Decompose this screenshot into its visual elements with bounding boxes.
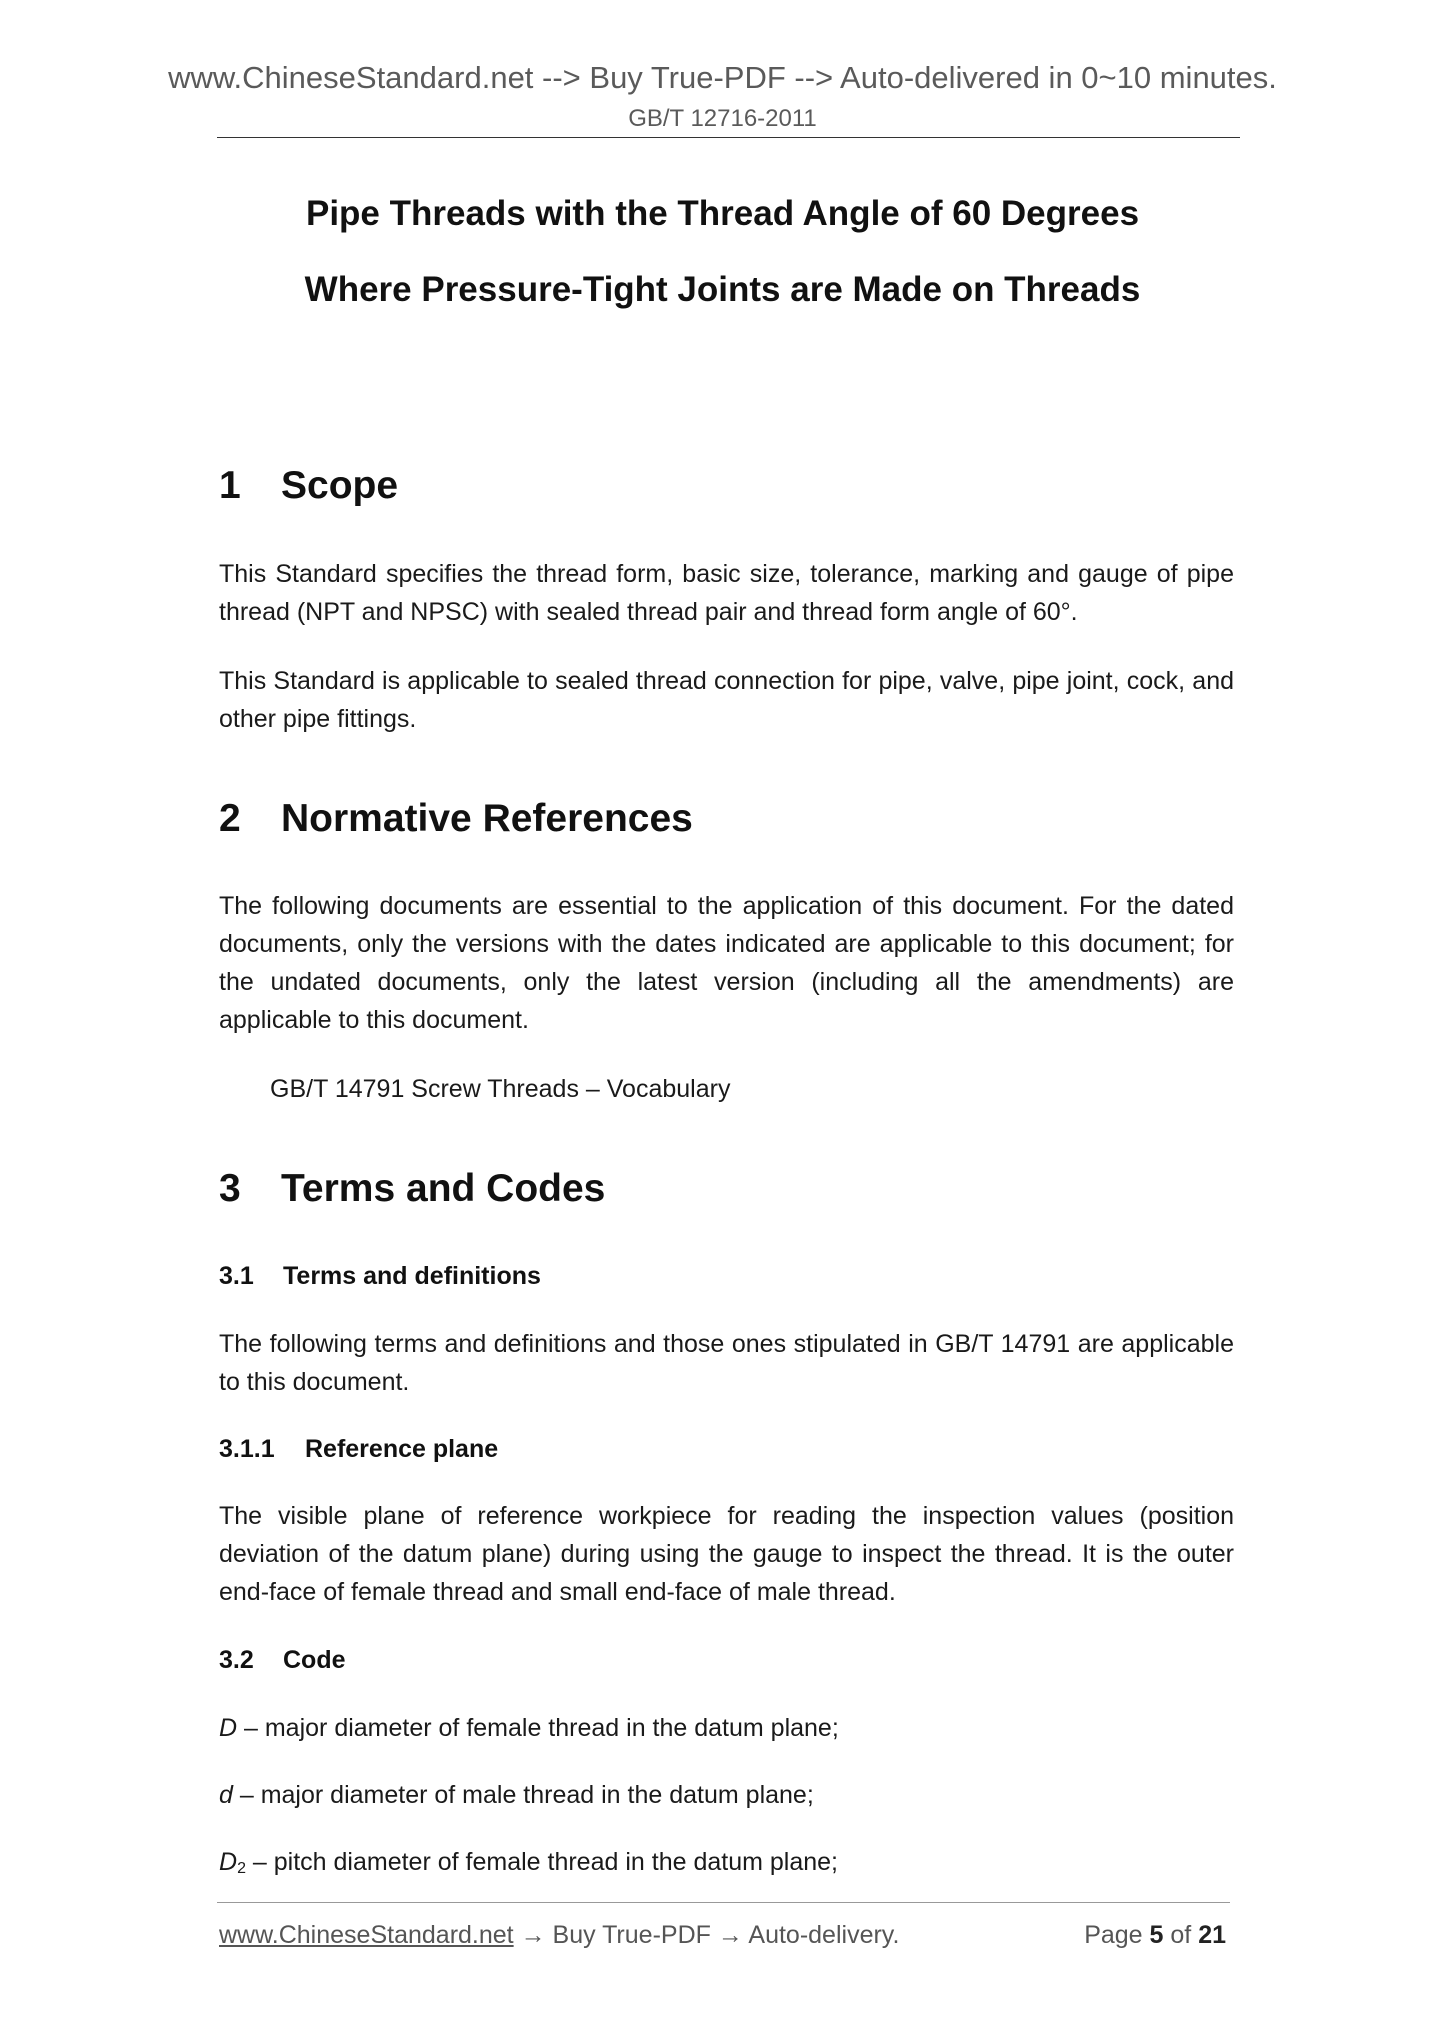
footer-divider [217,1902,1230,1903]
section-2-heading [219,795,693,843]
page-indicator [1000,1918,1226,1952]
normative-reference-item: GB/T 14791 Screw Threads – Vocabulary [270,1075,731,1103]
section-3-heading [219,1165,605,1213]
code-definition [219,1843,838,1888]
subsection-number: 3.2 [219,1646,254,1674]
subsection-3-1-1-heading [219,1432,498,1466]
header-banner: www.ChineseStandard.net --> Buy True-PDF --> Auto-delivered in 0~10 minutes. [168,60,1277,95]
code-symbol: d [219,1781,233,1809]
section-title: Scope [281,464,399,507]
section-number: 1 [219,464,241,507]
section-1-heading [219,462,398,510]
code-definition [219,1776,814,1814]
subsection-title: Code [283,1646,346,1674]
standard-code: GB/T 12716-2011 [628,105,817,132]
page-total: 21 [1198,1921,1226,1949]
section-number: 3 [219,1167,241,1210]
scope-paragraph-2: This Standard is applicable to sealed thread connection for pipe, valve, pipe joint, cock, and other pipe fittings. [219,667,1234,733]
code-subscript: 2 [237,1860,246,1877]
code-description: – major diameter of female thread in the datum plane; [237,1714,839,1742]
subsection-number: 3.1 [219,1262,254,1290]
reference-plane-paragraph: The visible plane of reference workpiece for reading the inspection values (position deviation of the datum plane) during using the gauge to inspect the thread. It is the outer end-face of female thread and small end-face of male thread. [219,1502,1234,1606]
subsection-number: 3.1.1 [219,1435,275,1463]
code-description: – major diameter of male thread in the datum plane; [232,1781,814,1809]
section-number: 2 [219,797,241,840]
footer-site-link[interactable]: www.ChineseStandard.net [219,1921,514,1949]
normative-paragraph: The following documents are essential to the application of this document. For the dated documents, only the versions with the dates indicated are applicable to this document; for the undated documents, only the latest version (including all the amendments) are applicable to this document. [219,892,1234,1034]
subsection-3-2-heading [219,1643,346,1677]
code-description: – pitch diameter of female thread in the datum plane; [245,1848,838,1876]
document-title-line-2: Where Pressure-Tight Joints are Made on Threads [304,270,1141,309]
code-symbol: D [219,1848,238,1876]
page-label: Page [1084,1921,1150,1949]
page-of: of [1163,1921,1199,1949]
page-current: 5 [1149,1921,1164,1949]
scope-paragraph-1: This Standard specifies the thread form, basic size, tolerance, marking and gauge of pipe thread (NPT and NPSC) with sealed thread pair and thread form angle of 60°. [219,560,1234,626]
section-title: Terms and Codes [281,1167,606,1210]
footer-promo [219,1918,899,1952]
code-definition [219,1709,839,1747]
section-title: Normative References [281,797,693,840]
subsection-title: Terms and definitions [283,1262,541,1290]
subsection-3-1-heading [219,1259,541,1293]
code-symbol: D [219,1714,238,1742]
header-divider [217,137,1240,138]
subsection-title: Reference plane [305,1435,499,1463]
footer-promo-text: → Buy True-PDF → Auto-delivery. [513,1921,900,1949]
document-title-line-1: Pipe Threads with the Thread Angle of 60 Degrees [305,194,1140,233]
terms-definitions-paragraph: The following terms and definitions and those ones stipulated in GB/T 14791 are applicable to this document. [219,1330,1234,1396]
